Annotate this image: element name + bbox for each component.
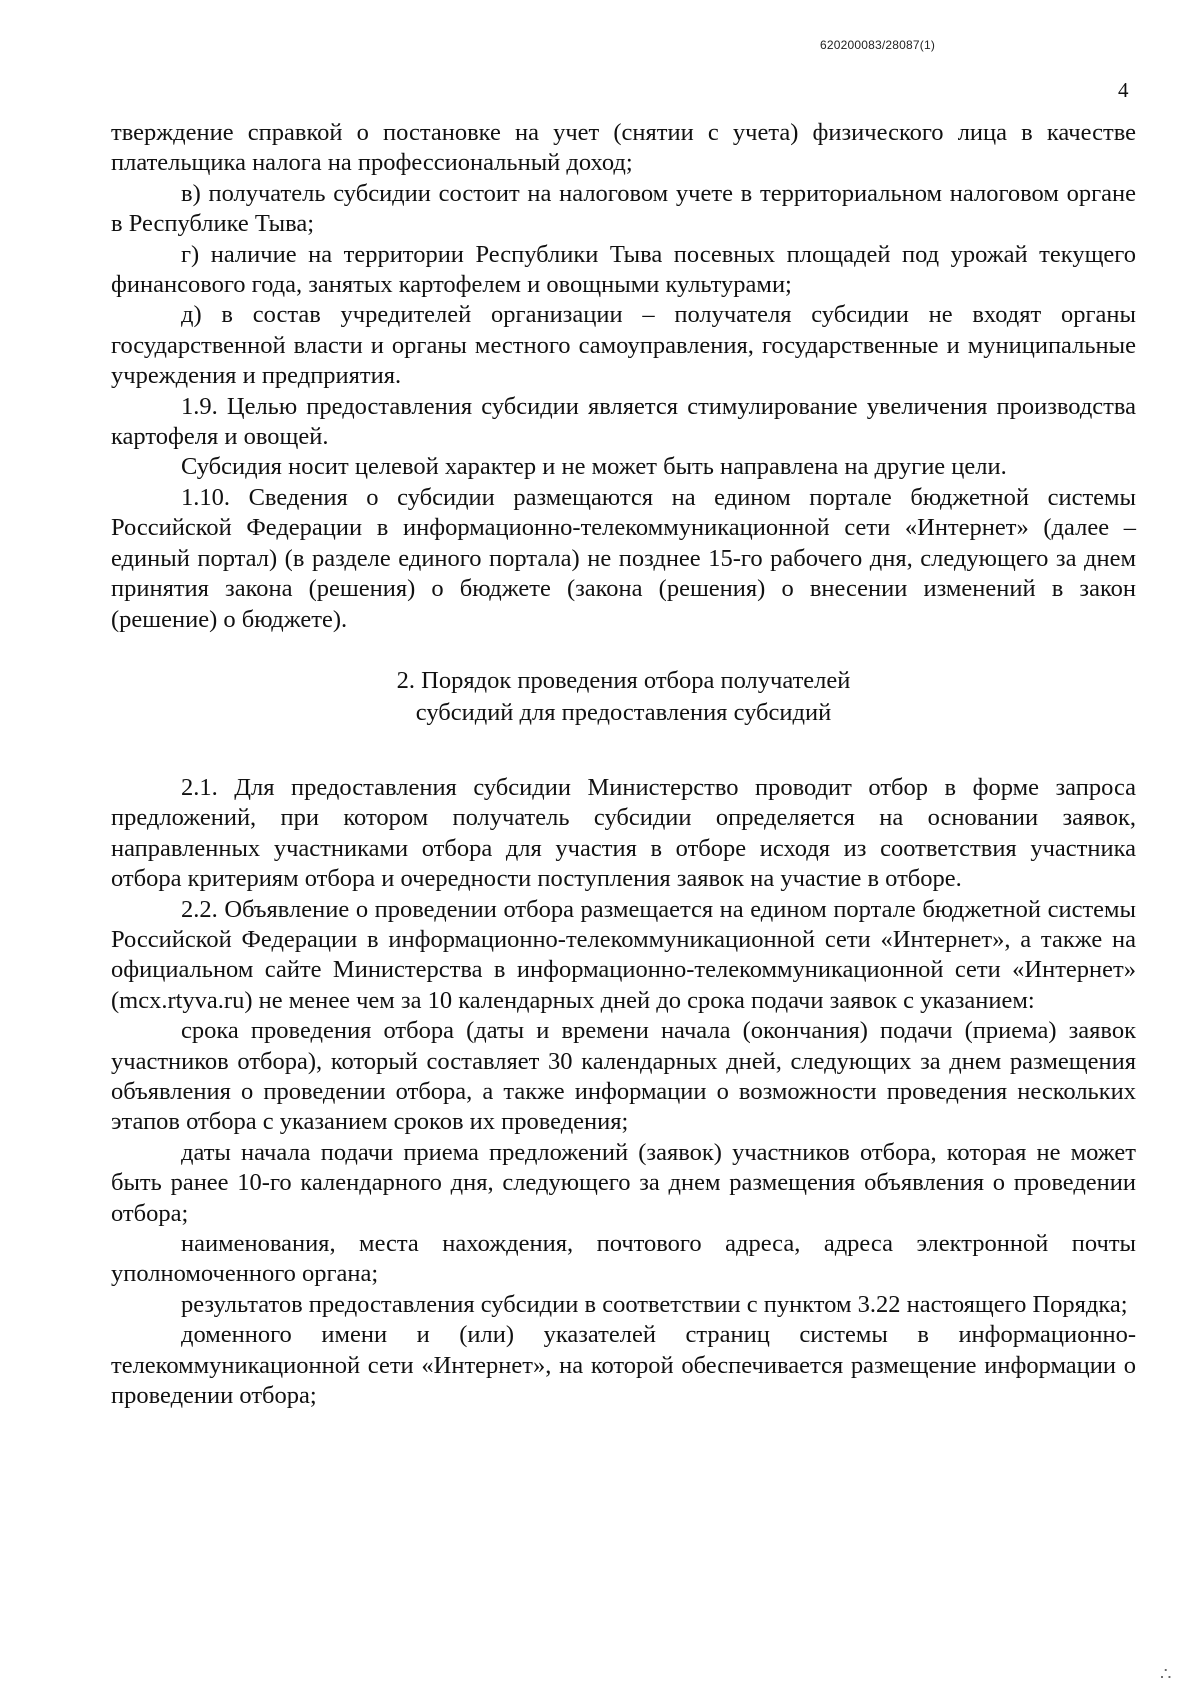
paragraph: д) в состав учредителей организации – получателя субсидии не входят органы государственной власти и органы местного самоуправления, государственные и муниципальные учреждения и предприятия. <box>111 301 1136 390</box>
paragraph: Субсидия носит целевой характер и не может быть направлена на другие цели. <box>181 453 1007 481</box>
paragraph: 2.1. Для предоставления субсидии Министерство проводит отбор в форме запроса предложений, при котором получатель субсидии определяется на основании заявок, направленных участниками отбора для участия в отборе исходя из соответствия участника отбора критериям отбора и очередности поступления заявок на участие в отборе. <box>111 773 1136 893</box>
scan-mark-icon: ∴ <box>1160 1664 1172 1684</box>
document-id: 620200083/28087(1) <box>820 38 936 52</box>
paragraph: результатов предоставления субсидии в соответствии с пунктом 3.22 настоящего Порядка; <box>181 1290 1128 1318</box>
paragraph: тверждение справкой о постановке на учет (снятии с учета) физического лица в качестве плательщика налога на профессиональный доход; <box>111 119 1136 177</box>
paragraph: в) получатель субсидии состоит на налоговом учете в территориальном налоговом органе в Республике Тыва; <box>111 179 1136 238</box>
document-body <box>111 118 1136 1411</box>
section-heading-line-2: субсидий для предоставления субсидий <box>415 698 832 726</box>
paragraph: 1.9. Целью предоставления субсидии является стимулирование увеличения производства картофеля и овощей. <box>111 392 1136 451</box>
paragraph: наименования, места нахождения, почтового адреса, адреса электронной почты уполномоченного органа; <box>111 1230 1136 1288</box>
paragraph: срока проведения отбора (даты и времени начала (окончания) подачи (приема) заявок участников отбора), который составляет 30 календарных дней, следующих за днем размещения объявления о проведении отбора, а также информации о возможности проведения нескольких этапов отбора с указанием сроков их проведения; <box>111 1017 1136 1136</box>
paragraph: г) наличие на территории Республики Тыва посевных площадей под урожай текущего финансового года, занятых картофелем и овощными культурами; <box>111 240 1136 299</box>
section-heading-line-1: 2. Порядок проведения отбора получателей <box>396 666 851 694</box>
paragraph: даты начала подачи приема предложений (заявок) участников отбора, которая не может быть ранее 10-го календарного дня, следующего за днем размещения объявления о проведении отбора; <box>111 1138 1136 1227</box>
paragraph: доменного имени и (или) указателей страниц системы в информационно-телекоммуникационной сети «Интернет», на которой обеспечивается размещение информации о проведении отбора; <box>111 1321 1136 1410</box>
section-heading <box>111 665 1136 729</box>
paragraph: 1.10. Сведения о субсидии размещаются на едином портале бюджетной системы Российской Федерации в информационно-телекоммуникационной сети «Интернет» (далее – единый портал) (в разделе единого портала) не позднее 15-го рабочего дня, следующего за днем принятия закона (решения) о бюджете (закона (решения) о внесении изменений в закон (решение) о бюджете). <box>111 483 1136 633</box>
page-number: 4 <box>1118 78 1129 102</box>
paragraph: 2.2. Объявление о проведении отбора размещается на едином портале бюджетной системы Российской Федерации в информационно-телекоммуникационной сети «Интернет», а также на официальном сайте Министерства в информационно-телекоммуникационной сети «Интернет» (mcx.rtyva.ru) не менее чем за 10 календарных дней до срока подачи заявок с указанием: <box>111 895 1136 1014</box>
